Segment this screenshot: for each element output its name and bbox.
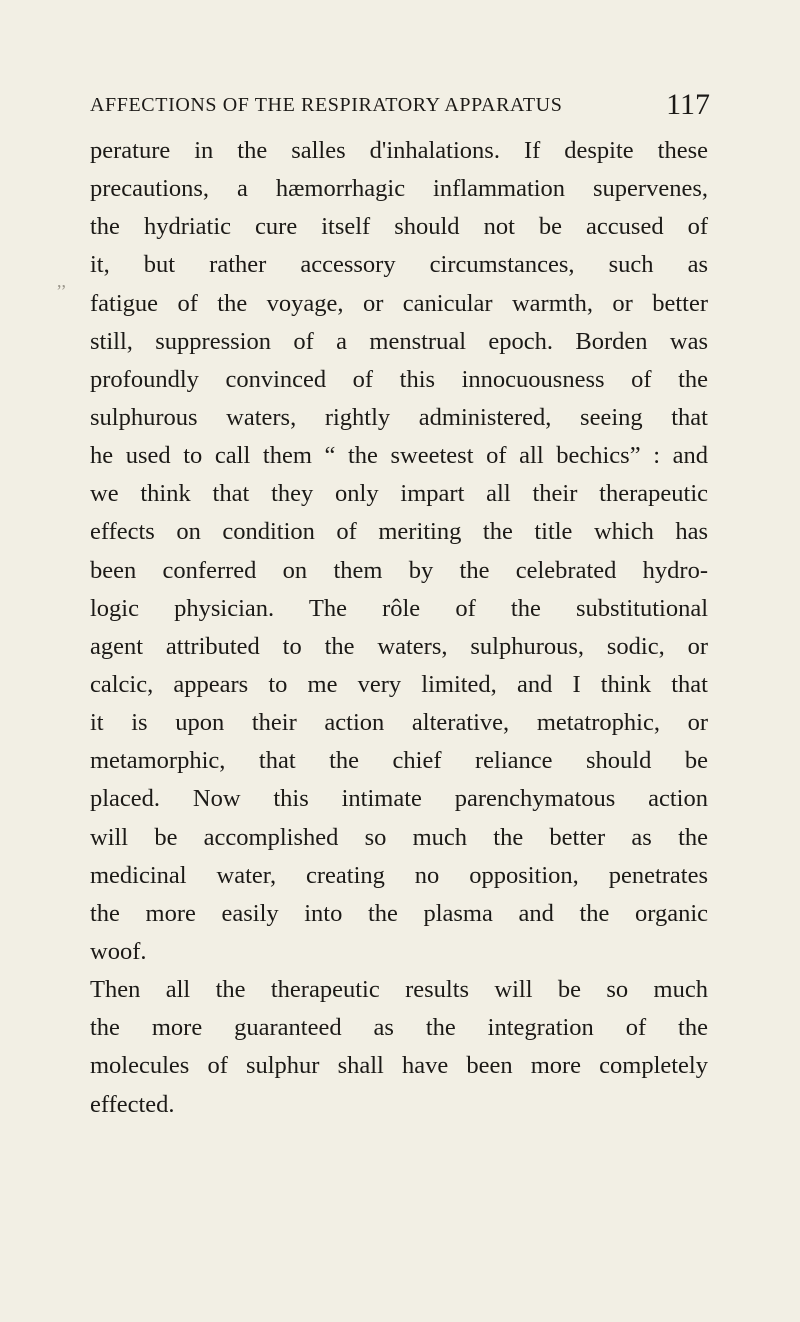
text-line: calcic, appears to me very limited, and I think that — [90, 670, 708, 698]
text-line: he used to call them “ the sweetest of all bechics” : and — [90, 442, 708, 470]
text-line: fatigue of the voyage, or canicular warmth, or better — [90, 289, 708, 317]
text-line: been conferred on them by the celebrated hydro- — [90, 556, 708, 584]
text-line: metamorphic, that the chief reliance should be — [90, 747, 708, 775]
text-line: the more guaranteed as the integration of the — [90, 1014, 708, 1042]
body-text — [90, 132, 708, 1124]
text-line: the more easily into the plasma and the organic — [90, 899, 708, 927]
text-line: it is upon their action alterative, metatrophic, or — [90, 709, 708, 737]
text-line: still, suppression of a menstrual epoch. Borden was — [90, 327, 708, 355]
text-line: it, but rather accessory circumstances, such as — [90, 251, 708, 279]
text-line: agent attributed to the waters, sulphurous, sodic, or — [90, 632, 708, 660]
text-line: we think that they only impart all their therapeutic — [90, 480, 708, 508]
text-line: the hydriatic cure itself should not be accused of — [90, 213, 708, 241]
text-line: woof. — [90, 937, 147, 965]
text-line: molecules of sulphur shall have been more completely — [90, 1052, 708, 1080]
text-line: will be accomplished so much the better as the — [90, 823, 708, 851]
text-line: perature in the salles d'inhalations. If despite these — [90, 137, 708, 164]
running-header — [90, 88, 710, 122]
text-line: medicinal water, creating no opposition, penetrates — [90, 861, 708, 889]
text-line: placed. Now this intimate parenchymatous action — [90, 785, 708, 813]
text-line: Then all the therapeutic results will be so much — [90, 976, 708, 1004]
page-number: 117 — [666, 88, 710, 121]
running-title: AFFECTIONS OF THE RESPIRATORY APPARATUS — [90, 94, 563, 116]
text-line: effected. — [90, 1090, 175, 1118]
text-line: logic physician. The rôle of the substitutional — [90, 594, 708, 622]
text-line: sulphurous waters, rightly administered, seeing that — [90, 403, 708, 431]
text-line: precautions, a hæmorrhagic inflammation supervenes, — [90, 175, 708, 203]
text-line: profoundly convinced of this innocuousness of the — [90, 365, 708, 393]
margin-mark: ,, — [57, 271, 66, 291]
text-line: effects on condition of meriting the title which has — [90, 518, 708, 546]
